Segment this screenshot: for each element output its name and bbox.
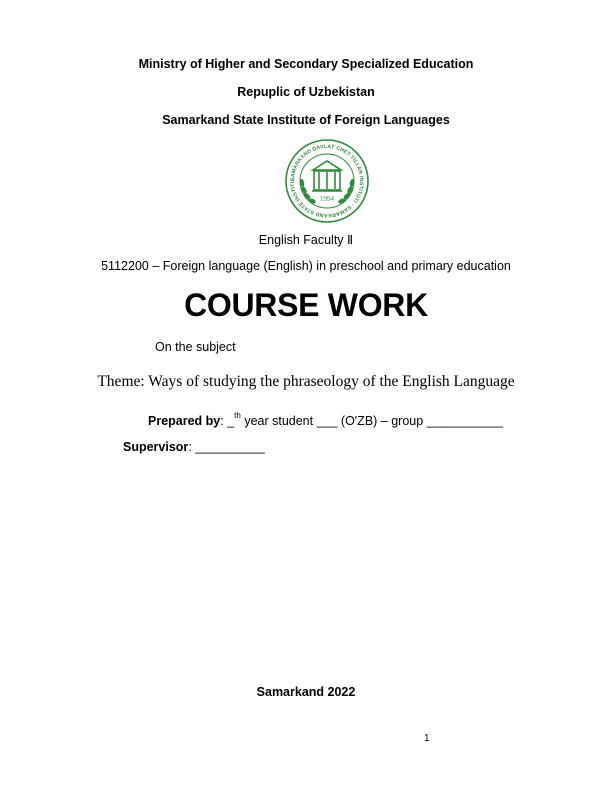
subject-label: On the subject <box>155 340 236 354</box>
prepared-by-colon: : _ <box>220 414 235 429</box>
supervisor-label: Supervisor <box>123 440 189 454</box>
prepared-by-line <box>148 413 503 428</box>
city-year: Samarkand 2022 <box>256 685 356 699</box>
ministry-heading: Ministry of Higher and Secondary Specialized Education <box>138 57 474 71</box>
specialty-line: 5112200 – Foreign language (English) in preschool and primary education <box>101 259 511 273</box>
prepared-by-rest: year student ___ (O'ZB) – group ___________ <box>240 414 504 429</box>
document-title: COURSE WORK <box>184 287 428 323</box>
svg-text:SAMARKAND DAVLAT CHET TILLAR I: SAMARKAND DAVLAT CHET TILLAR INSTITUTI · SAMARKAND STATE INSTITU <box>289 143 365 219</box>
prepared-by-label: Prepared by <box>148 414 221 429</box>
logo-year: 1994 <box>320 195 334 203</box>
prepared-by-sup: th <box>234 411 241 420</box>
theme-line: Theme: Ways of studying the phraseology of the English Language <box>97 373 515 390</box>
supervisor-rest: : __________ <box>188 440 265 454</box>
institute-logo <box>282 138 372 224</box>
institute-heading: Samarkand State Institute of Foreign Languages <box>162 113 450 127</box>
faculty-line: English Faculty Ⅱ <box>258 233 354 247</box>
republic-heading: Repuplic of Uzbekistan <box>237 85 375 99</box>
supervisor-line <box>123 440 265 454</box>
page-number: 1 <box>424 733 430 744</box>
institute-seal-icon <box>282 138 372 224</box>
